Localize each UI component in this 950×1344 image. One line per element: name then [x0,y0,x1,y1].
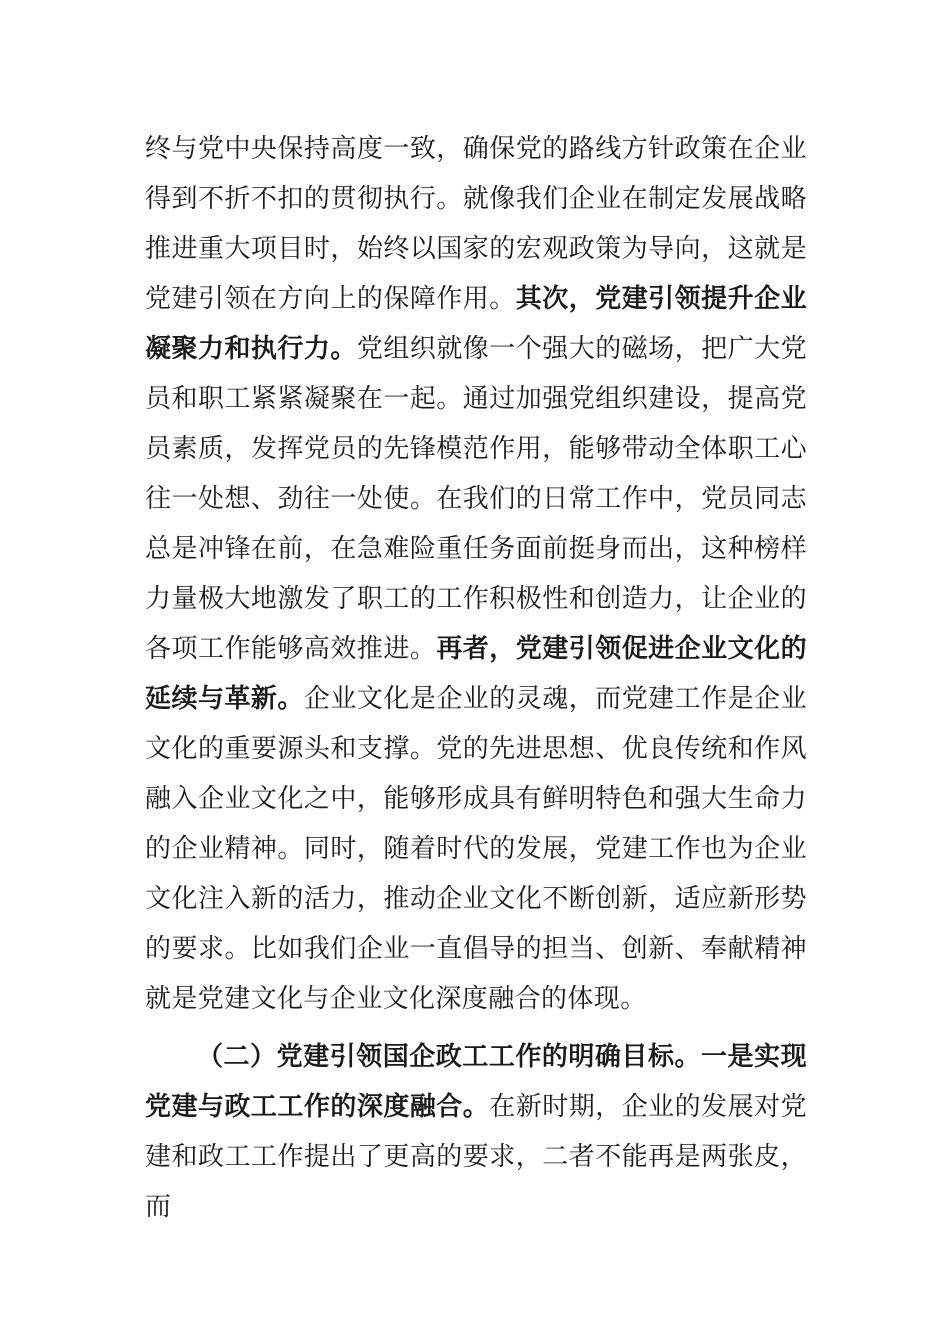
paragraph-1-text-b: 党组织就像一个强大的磁场，把广大党员和职工紧紧凝聚在一起。通过加强党组织建设，提高党员素质，发挥党员的先锋模范作用，能够带动全体职工心往一处想、劲往一处使。在我们的日常工作中，党员同志总是冲锋在前，在急难险重任务面前挺身而出，这种榜样力量极大地激发了职工的工作积极性和创造力，让企业的各项工作能够高效推进。 [145,334,807,664]
document-body [145,124,807,1232]
body-paragraph-2 [145,1032,807,1232]
paragraph-2-text: 在新时期，企业的发展对党建和政工工作提出了更高的要求，二者不能再是两张皮，而 [145,1092,807,1222]
paragraph-1-text-c: 企业文化是企业的灵魂，而党建工作是企业文化的重要源头和支撑。党的先进思想、优良传统和作风融入企业文化之中，能够形成具有鲜明特色和强大生命力的企业精神。同时，随着时代的发展，党建工作也为企业文化注入新的活力，推动企业文化不断创新，适应新形势的要求。比如我们企业一直倡导的担当、创新、奉献精神就是党建文化与企业文化深度融合的体现。 [145,684,807,1014]
section-heading-2: （二）党建引领国企政工工作的明确目标。一是实现党建与政工工作的深度融合。 [145,1042,807,1122]
paragraph-1-text-a: 终与党中央保持高度一致，确保党的路线方针政策在企业得到不折不扣的贯彻执行。就像我们企业在制定发展战略推进重大项目时，始终以国家的宏观政策为导向，这就是党建引领在方向上的保障作用。 [145,134,807,314]
paragraph-1-heading-furthermore: 再者，党建引领促进企业文化的延续与革新。 [145,634,807,714]
paragraph-1-heading-secondly: 其次，党建引领提升企业凝聚力和执行力。 [145,284,807,364]
body-paragraph-1 [145,124,807,1024]
